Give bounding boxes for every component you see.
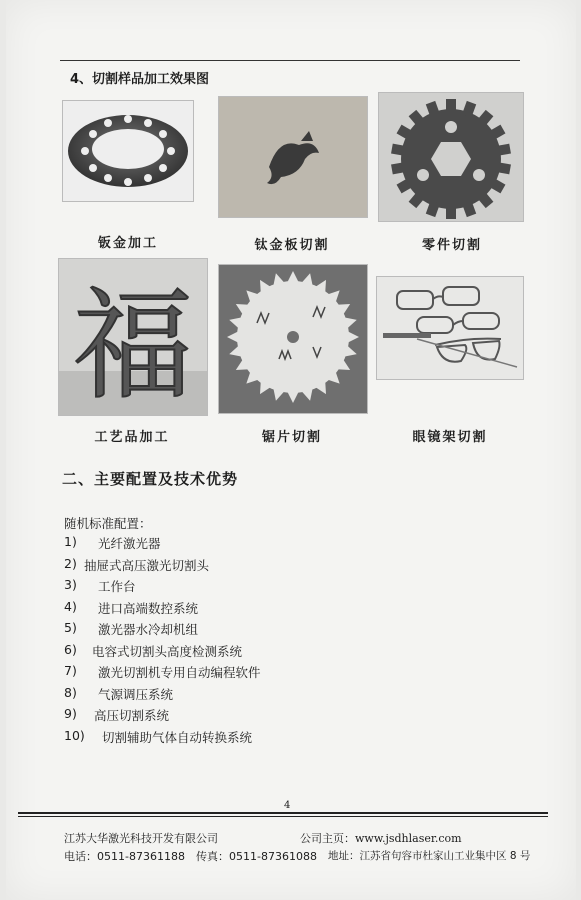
craft-character: 福	[73, 277, 193, 415]
list-item	[64, 685, 261, 707]
list-item-number: 2)	[64, 555, 77, 571]
list-item-number: 4)	[64, 598, 77, 614]
footer-homepage-label: 公司主页：	[300, 832, 355, 845]
list-item	[64, 577, 261, 599]
list-item-number: 1)	[64, 534, 77, 549]
list-item	[64, 534, 261, 556]
list-item-number: 10)	[64, 727, 85, 743]
list-item-number: 5)	[64, 620, 77, 635]
sample-photo-sheet-metal	[62, 100, 194, 202]
config-list	[64, 534, 261, 749]
sample-photo-gear	[378, 92, 524, 222]
section-heading: 4、切割样品加工效果图	[70, 72, 210, 87]
footer-rule-thin	[18, 816, 548, 817]
footer-address: 地址：江苏省句容市杜家山工业集中区 8 号	[328, 850, 531, 862]
footer-phone: 电话：0511-87361188	[64, 850, 185, 863]
list-item-number: 9)	[64, 706, 77, 721]
list-item-text: 光纤激光器	[98, 536, 161, 551]
list-item	[64, 599, 261, 621]
list-item	[64, 620, 261, 642]
list-item-text: 高压切割系统	[94, 708, 170, 723]
caption-eyeglasses: 眼镜架切割	[412, 430, 488, 445]
caption-craft: 工艺品加工	[94, 430, 170, 445]
footer-fax: 传真：0511-87361088	[196, 850, 317, 863]
list-item-number: 8)	[64, 684, 77, 700]
config-title: 随机标准配置：	[64, 516, 152, 531]
page-number: 4	[284, 800, 291, 811]
footer-rule-thick	[18, 812, 548, 814]
caption-sheet-metal: 钣金加工	[97, 236, 158, 251]
sample-photo-craft	[58, 258, 208, 416]
list-item	[64, 663, 261, 685]
list-item-text: 气源调压系统	[98, 686, 174, 702]
list-item	[64, 556, 261, 578]
list-item-text: 进口高端数控系统	[98, 600, 199, 616]
sample-photo-eyeglasses	[376, 276, 524, 380]
list-item-text: 工作台	[98, 579, 136, 594]
caption-saw-blade: 锯片切割	[261, 430, 322, 445]
list-item-number: 6)	[64, 641, 77, 657]
list-item-text: 激光器水冷却机组	[98, 622, 199, 637]
caption-titanium: 钛金板切割	[254, 238, 330, 253]
sample-photo-saw-blade	[218, 264, 368, 414]
footer-homepage-url: www.jsdhlaser.com	[355, 832, 462, 845]
list-item-text: 切割辅助气体自动转换系统	[102, 729, 253, 745]
caption-gear: 零件切割	[421, 238, 482, 253]
list-item-text: 抽屉式高压激光切割头	[84, 557, 210, 573]
header-rule	[60, 60, 520, 61]
list-item-number: 7)	[64, 663, 77, 678]
list-item	[64, 706, 261, 728]
footer-company: 江苏大华激光科技开发有限公司	[64, 832, 218, 845]
list-item-text: 电容式切割头高度检测系统	[92, 643, 243, 659]
footer-homepage	[300, 830, 462, 846]
list-item-number: 3)	[64, 577, 77, 592]
list-item-text: 激光切割机专用自动编程软件	[98, 665, 261, 680]
list-item	[64, 728, 261, 750]
list-item	[64, 642, 261, 664]
section-heading-2: 二、主要配置及技术优势	[62, 470, 239, 488]
sample-photo-titanium	[218, 96, 368, 218]
